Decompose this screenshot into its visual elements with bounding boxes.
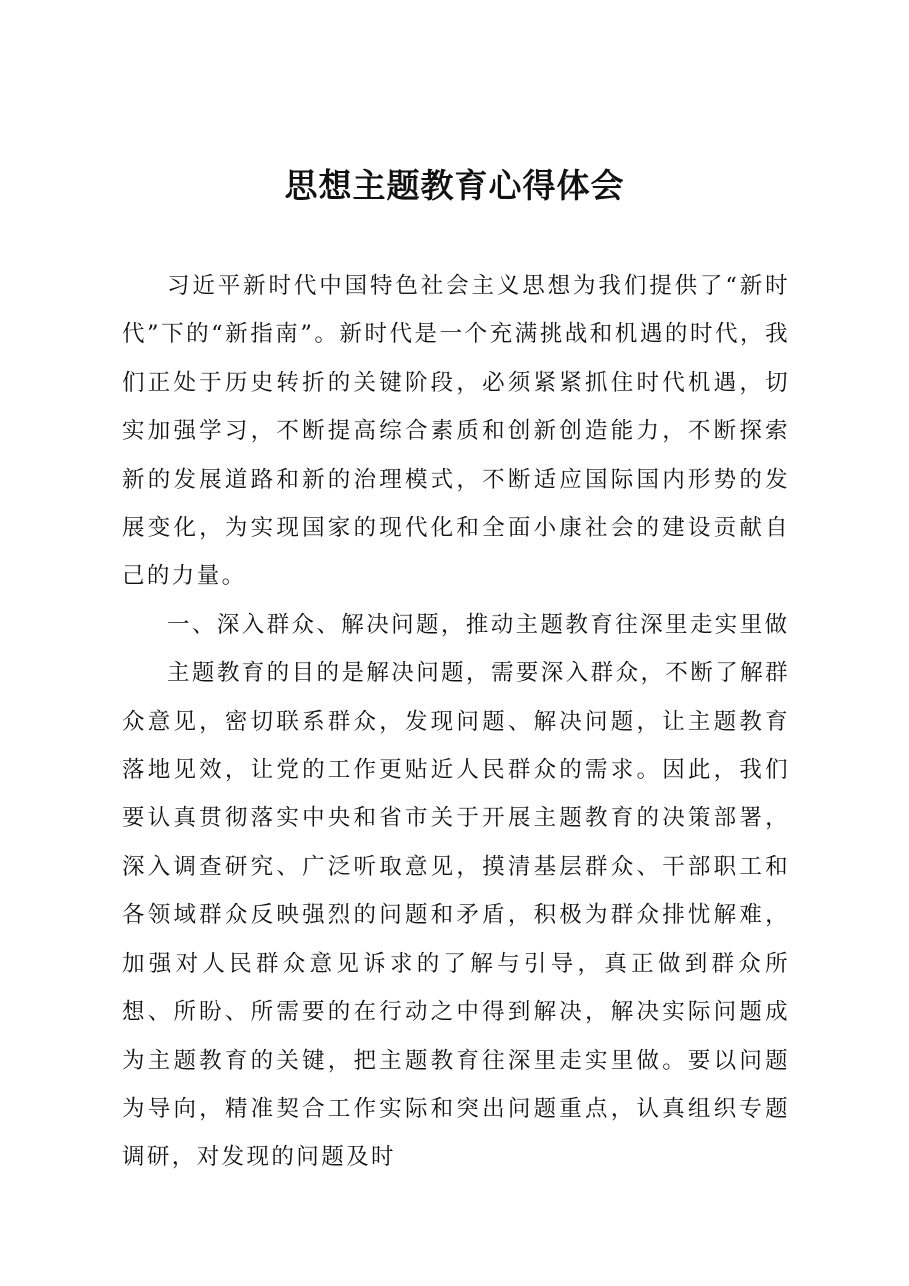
document-body bbox=[122, 262, 790, 1182]
document-title: 思想主题教育心得体会 bbox=[284, 166, 625, 205]
paragraph-section-1: 主题教育的目的是解决问题，需要深入群众，不断了解群众意见，密切联系群众，发现问题、解决问题，让主题教育落地见效，让党的工作更贴近人民群众的需求。因此，我们要认真贯彻落实中央和省市关于开展主题教育的决策部署，深入调查研究、广泛听取意见，摸清基层群众、干部职工和各领域群众反映强烈的问题和矛盾，积极为群众排忧解难，加强对人民群众意见诉求的了解与引导，真正做到群众所想、所盼、所需要的在行动之中得到解决，解决实际问题成为主题教育的关键，把主题教育往深里走实里做。要以问题为导向，精准契合工作实际和突出问题重点，认真组织专题调研，对发现的问题及时 bbox=[122, 660, 790, 1171]
section-heading-1: 一、深入群众、解决问题，推动主题教育往深里走实里做 bbox=[167, 611, 790, 638]
paragraph-intro: 习近平新时代中国特色社会主义思想为我们提供了“新时代”下的“新指南”。新时代是一个充满挑战和机遇的时代，我们正处于历史转折的关键阶段，必须紧紧抓住时代机遇，切实加强学习，不断提高综合素质和创新创造能力，不断探索新的发展道路和新的治理模式，不断适应国际国内形势的发展变化，为实现国家的现代化和全面小康社会的建设贡献自己的力量。 bbox=[122, 273, 790, 590]
